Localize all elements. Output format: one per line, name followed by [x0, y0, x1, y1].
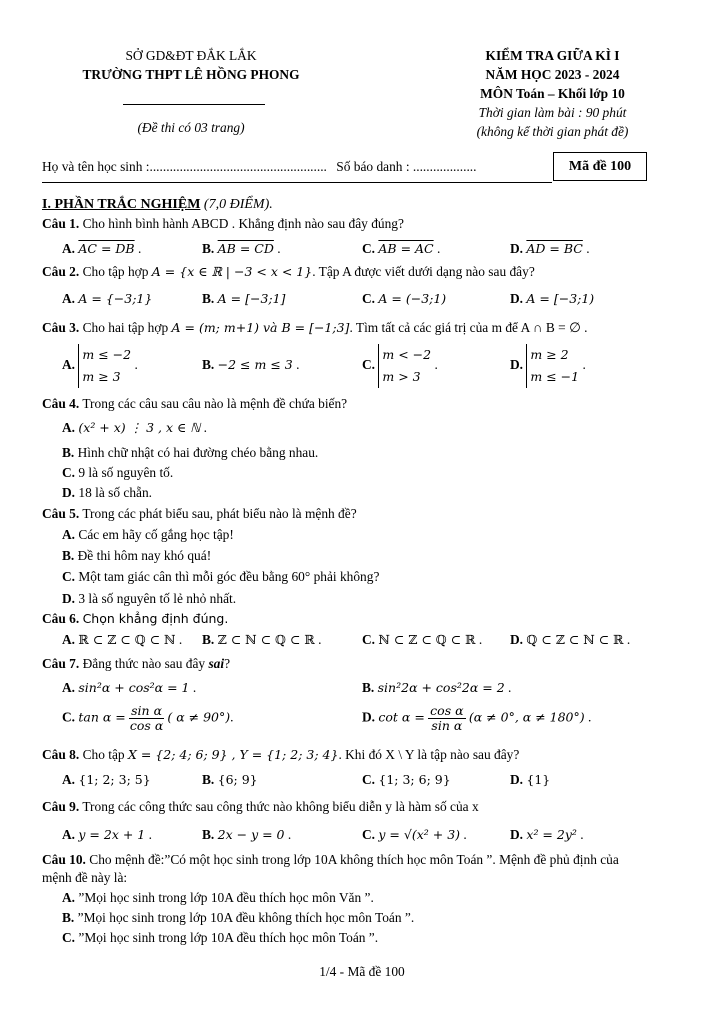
- q1-option-b[interactable]: B. AB = CD .: [202, 241, 281, 256]
- q3-option-d[interactable]: D. m ≥ 2 m ≤ −1 .: [510, 344, 586, 388]
- q3-option-c[interactable]: C. m < −2 m > 3 .: [362, 344, 438, 388]
- question-4: Câu 4. Trong các câu sau câu nào là mệnh đề chứa biến?: [42, 396, 348, 411]
- q2-option-c[interactable]: C. A = (−3;1): [362, 291, 447, 306]
- q6-option-d[interactable]: D. ℚ ⊂ ℤ ⊂ ℕ ⊂ ℝ .: [510, 632, 631, 647]
- question-9: Câu 9. Trong các công thức sau công thức nào không biểu diễn y là hàm số của x: [42, 799, 479, 814]
- q4-option-d[interactable]: D. 18 là số chẵn.: [62, 485, 153, 500]
- question-label: Câu 3.: [42, 320, 80, 335]
- q7-option-d[interactable]: D. cot α = $\frac{\text{cos α}}{\text{sin α}}$ (α ≠ 0°, α ≠ 180°) .: [362, 703, 592, 733]
- q10-option-a[interactable]: A. ”Mọi học sinh trong lớp 10A đều thích học môn Văn ”.: [62, 890, 374, 905]
- question-label: Câu 5.: [42, 506, 80, 521]
- q8-option-b[interactable]: B. {6; 9}: [202, 772, 258, 787]
- question-2: Câu 2. Cho tập hợp A = {x ∈ ℝ | −3 < x < 1}. Tập A được viết dưới dạng nào sau đây?: [42, 264, 535, 279]
- question-label: Câu 2.: [42, 264, 80, 279]
- header-divider: [123, 104, 265, 105]
- question-label: Câu 8.: [42, 747, 80, 762]
- student-id-label: Số báo danh : ...................: [336, 159, 477, 174]
- section-heading: I. PHẦN TRẮC NGHIỆM: [42, 197, 201, 212]
- student-name-label: Họ và tên học sinh :.....................................................: [42, 159, 327, 174]
- school-name: TRƯỜNG THPT LÊ HỒNG PHONG: [82, 67, 300, 82]
- q2-option-a[interactable]: A. A = {−3;1}: [62, 291, 153, 306]
- subject: MÔN Toán – Khối lớp 10: [480, 86, 625, 101]
- q10-option-b[interactable]: B. ”Mọi học sinh trong lớp 10A đều không thích học môn Toán ”.: [62, 910, 415, 925]
- question-8: Câu 8. Cho tập X = {2; 4; 6; 9} , Y = {1; 2; 3; 4}. Khi đó X \ Y là tập nào sau đây?: [42, 747, 520, 762]
- page-footer: 1/4 - Mã đề 100: [319, 964, 405, 979]
- q1-option-a[interactable]: A. AC = DB .: [62, 241, 142, 256]
- q7-option-b[interactable]: B. sin²2α + cos²2α = 2 .: [362, 680, 512, 695]
- question-7: Câu 7. Đẳng thức nào sau đây sai?: [42, 656, 231, 671]
- q4-option-a[interactable]: A. (x² + x) ⋮ 3 , x ∈ ℕ .: [62, 420, 207, 435]
- q5-option-a[interactable]: A. Các em hãy cố gắng học tập!: [62, 527, 234, 542]
- section-title: [42, 196, 273, 214]
- q8-option-a[interactable]: A. {1; 2; 3; 5}: [62, 772, 151, 787]
- q4-option-c[interactable]: C. 9 là số nguyên tố.: [62, 465, 174, 480]
- time-limit: Thời gian làm bài : 90 phút: [478, 105, 627, 120]
- time-note: (không kể thời gian phát đề): [476, 124, 629, 139]
- question-5: Câu 5. Trong các phát biểu sau, phát biểu nào là mệnh đề?: [42, 506, 357, 521]
- q9-option-a[interactable]: A. y = 2x + 1 .: [62, 827, 152, 842]
- q3-option-a[interactable]: A. m ≤ −2 m ≥ 3 .: [62, 344, 138, 388]
- question-3: Câu 3. Cho hai tập hợp A = (m; m+1) và B = [−1;3]. Tìm tất cả các giá trị của m để A ∩ B = ∅ .: [42, 320, 588, 335]
- question-6: Câu 6. Chọn khẳng định đúng.: [42, 611, 229, 626]
- question-label: Câu 7.: [42, 656, 80, 671]
- question-10-cont: mệnh đề này là:: [42, 870, 128, 885]
- q4-option-b[interactable]: B. Hình chữ nhật có hai đường chéo bằng nhau.: [62, 445, 319, 460]
- question-label: Câu 4.: [42, 396, 80, 411]
- q8-option-c[interactable]: C. {1; 3; 6; 9}: [362, 772, 451, 787]
- exam-code-box: Mã đề 100: [553, 152, 647, 181]
- q5-option-b[interactable]: B. Đề thi hôm nay khó quá!: [62, 548, 212, 563]
- q5-option-d[interactable]: D. 3 là số nguyên tố lẻ nhỏ nhất.: [62, 591, 237, 606]
- q6-option-b[interactable]: B. ℤ ⊂ ℕ ⊂ ℚ ⊂ ℝ .: [202, 632, 322, 647]
- q7-option-c[interactable]: C. tan α = $\frac{\text{sin α}}{\text{cos α}}$ ( α ≠ 90°).: [62, 703, 234, 733]
- q1-option-c[interactable]: C. AB = AC .: [362, 241, 441, 256]
- q2-option-b[interactable]: B. A = [−3;1]: [202, 291, 286, 306]
- q2-option-d[interactable]: D. A = [−3;1): [510, 291, 595, 306]
- question-text: Cho hình bình hành ABCD . Khẳng định nào sau đây đúng?: [82, 216, 404, 231]
- student-underline: [42, 182, 552, 183]
- pages-note: (Đề thi có 03 trang): [137, 120, 245, 135]
- question-label: Câu 1.: [42, 216, 80, 231]
- question-label: Câu 10.: [42, 852, 86, 867]
- q6-option-c[interactable]: C. ℕ ⊂ ℤ ⊂ ℚ ⊂ ℝ .: [362, 632, 483, 647]
- exam-title: KIỂM TRA GIỮA KÌ I: [485, 48, 620, 63]
- q1-option-d[interactable]: D. AD = BC .: [510, 241, 590, 256]
- dept-name: SỞ GD&ĐT ĐẮK LẮK: [125, 48, 257, 63]
- student-name-line: [42, 158, 477, 176]
- question-label: Câu 9.: [42, 799, 80, 814]
- question-1: [42, 215, 404, 233]
- section-points: (7,0 ĐIỂM).: [203, 197, 273, 212]
- q3-option-b[interactable]: B. −2 ≤ m ≤ 3 .: [202, 357, 300, 372]
- q9-option-b[interactable]: B. 2x − y = 0 .: [202, 827, 292, 842]
- question-10: Câu 10. Cho mệnh đề:”Có một học sinh trong lớp 10A không thích học môn Toán ”. Mệnh đề phủ định của: [42, 852, 619, 867]
- q6-option-a[interactable]: A. ℝ ⊂ ℤ ⊂ ℚ ⊂ ℕ .: [62, 632, 183, 647]
- q8-option-d[interactable]: D. {1}: [510, 772, 551, 787]
- q7-option-a[interactable]: A. sin²α + cos²α = 1 .: [62, 680, 197, 695]
- q9-option-d[interactable]: D. x² = 2y² .: [510, 827, 584, 842]
- question-label: Câu 6.: [42, 611, 80, 626]
- school-year: NĂM HỌC 2023 - 2024: [485, 67, 620, 82]
- q9-option-c[interactable]: C. y = √(x² + 3) .: [362, 827, 467, 842]
- q5-option-c[interactable]: C. Một tam giác cân thì mỗi góc đều bằng 60° phải không?: [62, 569, 380, 584]
- q10-option-c[interactable]: C. ”Mọi học sinh trong lớp 10A đều thích học môn Toán ”.: [62, 930, 379, 945]
